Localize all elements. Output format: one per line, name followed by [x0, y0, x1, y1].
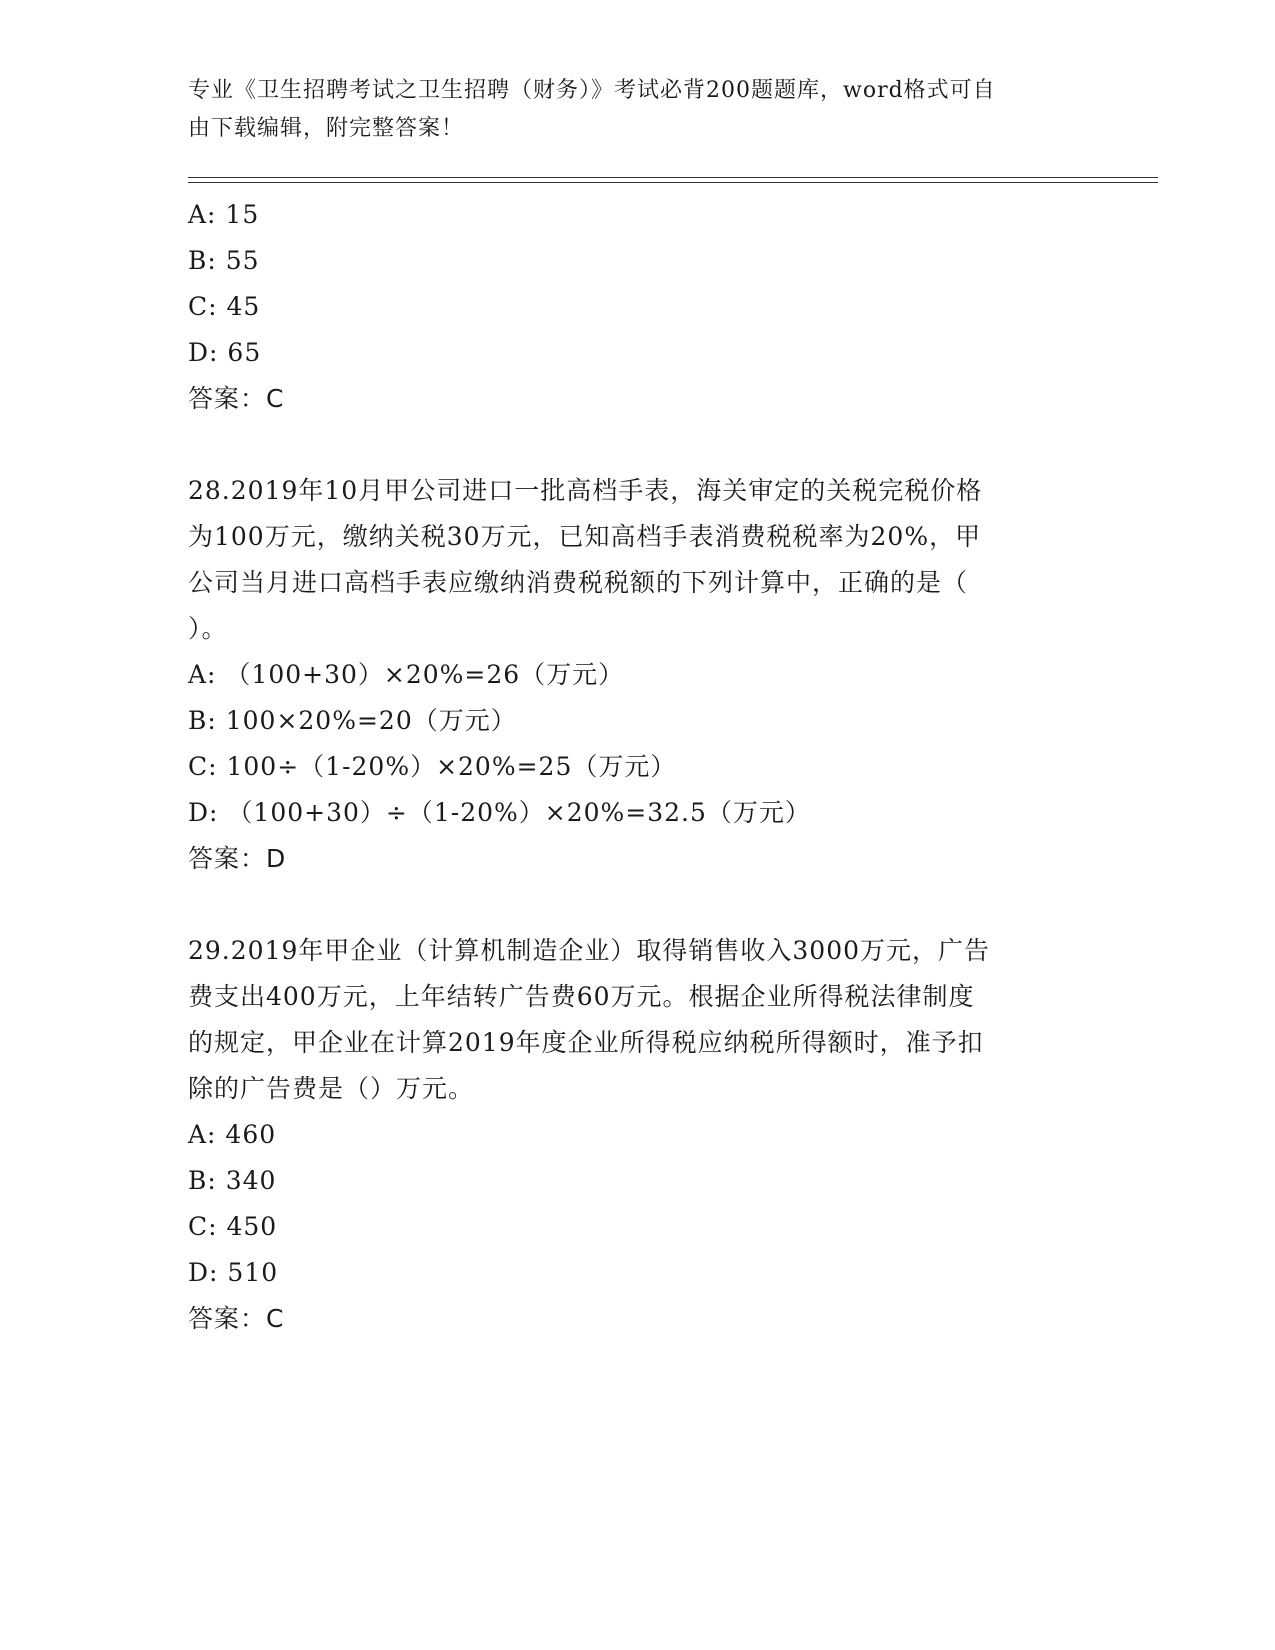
- question-text-line: 的规定，甲企业在计算2019年度企业所得税应纳税所得额时，准予扣: [188, 1028, 984, 1057]
- option-a: A: 460: [188, 1120, 277, 1149]
- option-b: B: 55: [188, 246, 260, 275]
- header-divider-bottom: [188, 182, 1158, 183]
- header-line-1: 专业《卫生招聘考试之卫生招聘（财务）》考试必背200题题库，word格式可自: [188, 78, 996, 103]
- option-b: B: 100×20%=20（万元）: [188, 706, 517, 735]
- answer-line: 答案：C: [188, 384, 285, 413]
- option-a: A: （100+30）×20%=26（万元）: [188, 660, 625, 689]
- question-block-27: [188, 192, 1078, 422]
- option-a: A: 15: [188, 200, 260, 229]
- question-text-line: 为100万元，缴纳关税30万元，已知高档手表消费税税率为20%，甲: [188, 522, 982, 551]
- document-body: [188, 192, 1078, 1342]
- option-d: D: （100+30）÷（1-20%）×20%=32.5（万元）: [188, 798, 811, 827]
- option-c: C: 100÷（1-20%）×20%=25（万元）: [188, 752, 677, 781]
- answer-line: 答案：D: [188, 844, 287, 873]
- option-b: B: 340: [188, 1166, 277, 1195]
- question-text-line: 公司当月进口高档手表应缴纳消费税税额的下列计算中，正确的是（: [188, 568, 969, 597]
- option-d: D: 510: [188, 1258, 279, 1287]
- question-text-line: 29.2019年甲企业（计算机制造企业）取得销售收入3000万元，广告: [188, 936, 991, 965]
- header-line-2: 由下载编辑，附完整答案！: [188, 116, 465, 141]
- header-divider-top: [188, 177, 1158, 178]
- answer-line: 答案：C: [188, 1304, 285, 1333]
- question-text-line: 费支出400万元，上年结转广告费60万元。根据企业所得税法律制度: [188, 982, 975, 1011]
- question-block-29: [188, 928, 1078, 1342]
- question-text-line: 除的广告费是（）万元。: [188, 1074, 475, 1103]
- question-text-line: 28.2019年10月甲公司进口一批高档手表，海关审定的关税完税价格: [188, 476, 983, 505]
- question-block-28: [188, 468, 1078, 882]
- option-c: C: 45: [188, 292, 261, 321]
- document-header: [188, 72, 1068, 148]
- question-text-line: ）。: [188, 614, 228, 643]
- option-d: D: 65: [188, 338, 262, 367]
- option-c: C: 450: [188, 1212, 278, 1241]
